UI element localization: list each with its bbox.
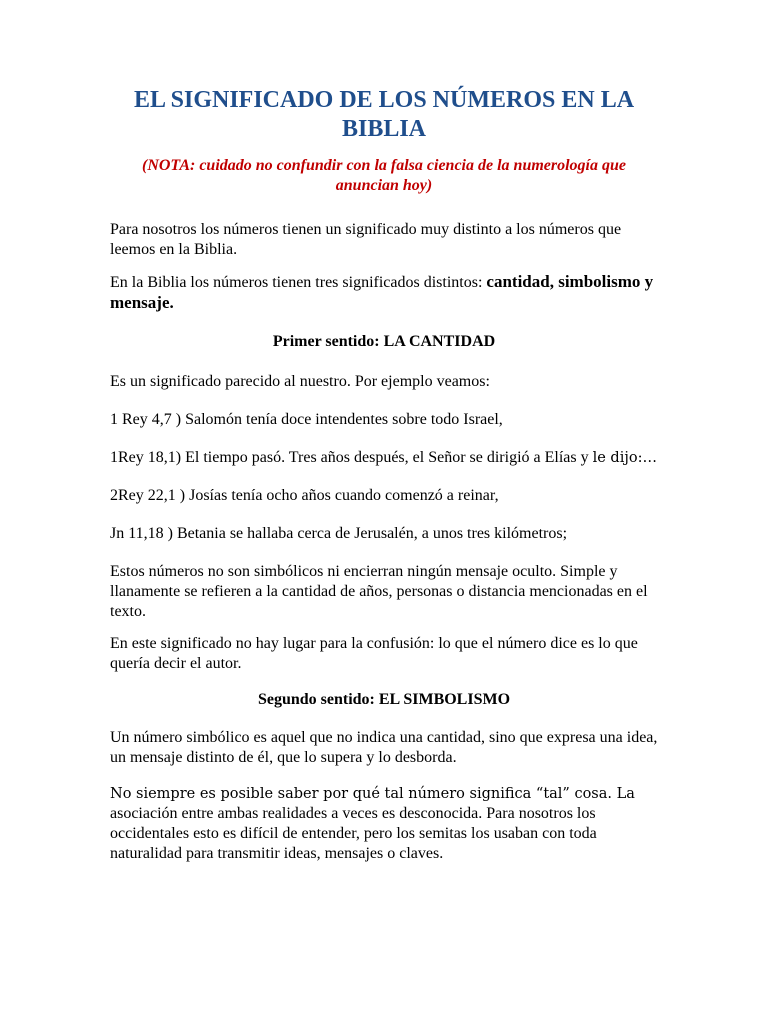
paragraph-three-meanings xyxy=(110,272,658,314)
paragraph-1-rey-4-7: 1 Rey 4,7 ) Salomón tenía doce intendentes sobre todo Israel, xyxy=(110,411,503,428)
paragraph-1-rey-18-1 xyxy=(110,448,658,468)
section-heading-cantidad: Primer sentido: LA CANTIDAD xyxy=(272,333,496,350)
paragraph-three-meanings-bold: cantidad, simbolismo y mensaje. xyxy=(110,272,654,312)
section-heading-simbolismo: Segundo sentido: EL SIMBOLISMO xyxy=(257,691,511,708)
paragraph-no-confusion: En este significado no hay lugar para la confusión: lo que el número dice es lo que quería decir el autor. xyxy=(110,635,638,672)
paragraph-three-meanings-lead: En la Biblia los números tienen tres significados distintos: xyxy=(110,274,487,291)
paragraph-jn-11-18: Jn 11,18 ) Betania se hallaba cerca de Jerusalén, a unos tres kilómetros; xyxy=(110,525,568,542)
paragraph-not-always-possible-lead: No siempre es posible saber por qué tal número significa “tal” cosa. La xyxy=(110,786,635,802)
paragraph-not-always-possible xyxy=(110,784,658,864)
paragraph-symbolic-number: Un número simbólico es aquel que no indica una cantidad, sino que expresa una idea, un mensaje distinto de él, que lo supera y lo desborda. xyxy=(110,729,658,766)
paragraph-not-always-possible-tail: asociación entre ambas realidades a veces es desconocida. Para nosotros los occidentales esto es difícil de entender, pero los semitas los usaban con toda naturalidad para transmitir ideas, mensajes o claves. xyxy=(110,805,597,862)
paragraph-intro: Para nosotros los números tienen un significado muy distinto a los números que leemos en la Biblia. xyxy=(110,221,622,258)
note-text: (NOTA: cuidado no confundir con la falsa ciencia de la numerología que anuncian hoy) xyxy=(141,157,626,194)
paragraph-1-rey-18-1-lead: 1Rey 18,1) El tiempo pasó. Tres años después, el Señor se dirigió a Elías y xyxy=(110,449,593,466)
paragraph-1-rey-18-1-tail: le dijo:… xyxy=(592,450,657,466)
paragraph-example-intro: Es un significado parecido al nuestro. Por ejemplo veamos: xyxy=(110,373,490,390)
paragraph-not-symbolic: Estos números no son simbólicos ni encierran ningún mensaje oculto. Simple y llanamente se refieren a la cantidad de años, personas o distancia mencionadas en el texto. xyxy=(110,563,648,620)
document-title: EL SIGNIFICADO DE LOS NÚMEROS EN LA BIBLIA xyxy=(133,87,635,142)
paragraph-2-rey-22-1: 2Rey 22,1 ) Josías tenía ocho años cuando comenzó a reinar, xyxy=(110,487,499,504)
